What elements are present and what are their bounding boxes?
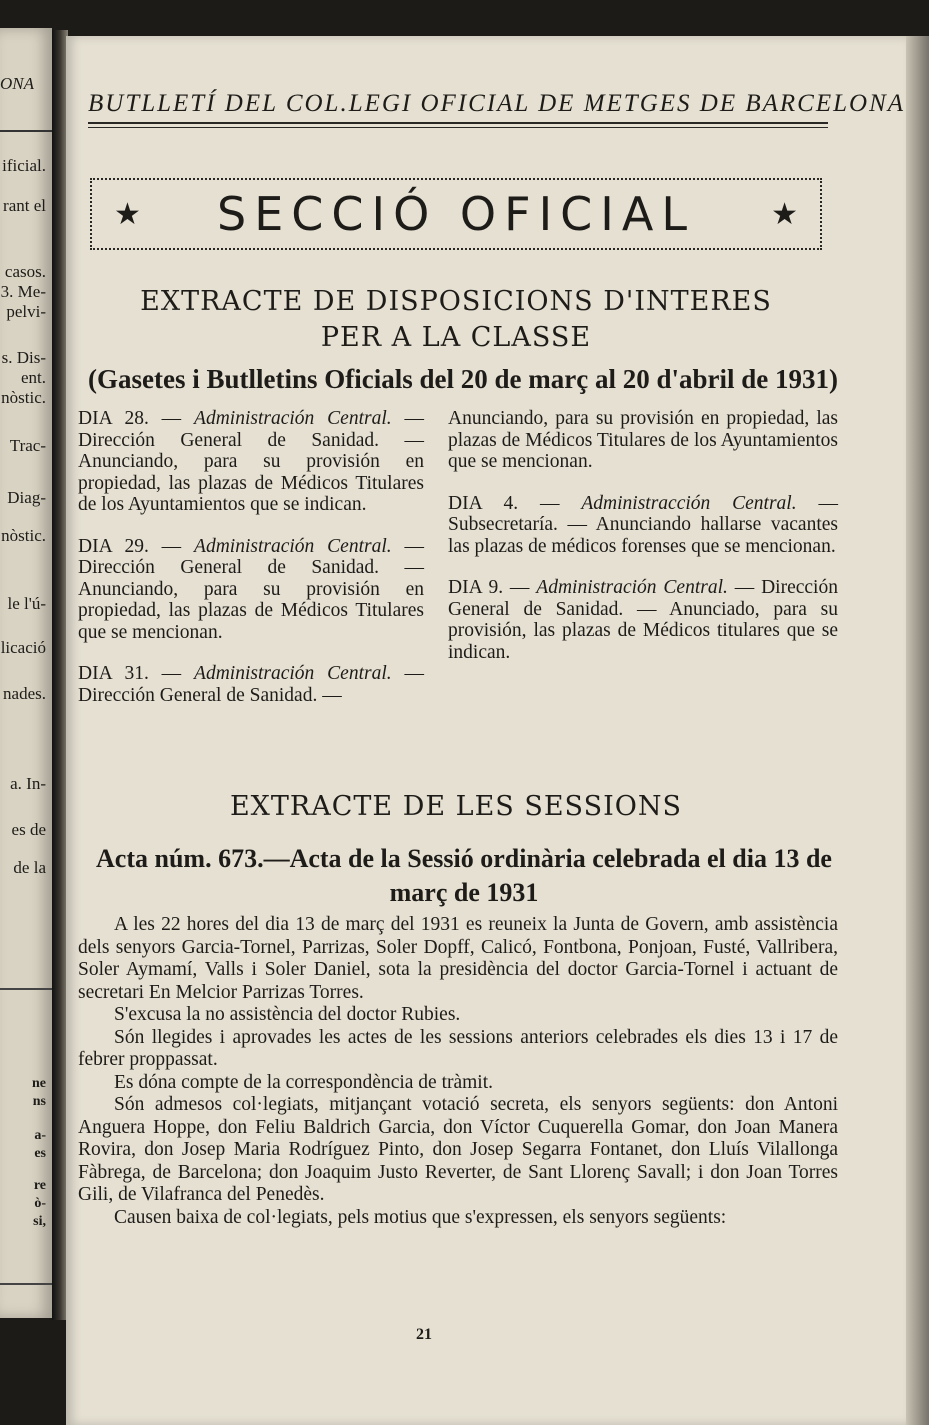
entry-text: — Dirección General de Sanidad. — Anunciado, para su provisión, las plazas de Médicos titulares que se indican. <box>448 577 838 663</box>
previous-page-fragment: pelvi- <box>6 302 46 321</box>
previous-page-box-top <box>0 988 52 990</box>
subheading-gasetes: (Gasetes i Butlletins Oficials del 20 de març al 20 d'abril de 1931) <box>88 364 838 394</box>
disposition-entry <box>78 536 424 644</box>
acta-heading: Acta núm. 673.—Acta de la Sessió ordinària celebrada el dia 13 de març de 1931 <box>96 844 832 907</box>
previous-page-box-bottom <box>0 1283 52 1285</box>
entry-day: DIA 29. — <box>78 535 195 557</box>
heading-disposicions <box>90 284 822 356</box>
previous-page-fragment: ent. <box>20 368 46 387</box>
entry-admin: Administracción Central. <box>581 492 797 514</box>
previous-page-fragment: a. In- <box>10 774 46 793</box>
previous-page-fragment: nòstic. <box>1 526 46 545</box>
star-icon: ★ <box>771 197 798 231</box>
previous-page-running-head: ONA <box>0 74 34 93</box>
document-page <box>66 36 906 1425</box>
previous-page-fragment: 3. Me- <box>0 282 46 301</box>
running-head: BUTLLETÍ DEL COL.LEGI OFICIAL DE METGES DE BARCELONA <box>88 90 906 117</box>
acta-body <box>78 914 838 1229</box>
section-title: SECCIÓ OFICIAL <box>217 187 695 241</box>
entries-left-column <box>78 408 424 726</box>
acta-paragraph: Són admesos col·legiats, mitjançant votació secreta, els senyors següents: don Antoni Anguera Hoppe, don Feliu Baldrich Garcia, don Víctor Cuquerella Gomar, don Joan Manera Rovira, don Josep Maria Rodríguez Pinto, don Josep Segarra Fontanet, don Lluís Vilallonga Fàbrega, de Barcelona; don Joaquim Justo Reverter, de Sant Llorenç Savall; i don Joan Torres Gili, de Vilafranca del Penedès. <box>78 1094 838 1205</box>
previous-page-fragment: ne <box>32 1076 46 1091</box>
previous-page-fragment: licació <box>0 638 46 657</box>
disposition-entry <box>78 408 424 516</box>
entry-admin: Administración Central. <box>194 663 392 684</box>
header-rule-thin <box>88 127 828 128</box>
previous-page-fragment: le l'ú- <box>7 594 46 613</box>
heading-disposicions-line2: PER A LA CLASSE <box>320 322 592 353</box>
heading-sessions: EXTRACTE DE LES SESSIONS <box>229 791 683 822</box>
disposition-entry <box>448 408 838 473</box>
entry-text: — Dirección General de Sanidad. — Anunciando, para su provisión en propiedad, las plazas de Médicos Titulares que se mencionan. <box>78 535 424 643</box>
entry-day: DIA 4. — <box>448 492 582 514</box>
entry-day: DIA 31. — <box>78 663 195 684</box>
page-number: 21 <box>416 1326 432 1343</box>
acta-paragraph: Són llegides i aprovades les actes de les sessions anteriors celebrades els dies 13 i 17 de febrer proppassat. <box>78 1026 838 1070</box>
previous-page-fragment: es de <box>11 820 46 839</box>
entry-text: — Subsecretaría. — Anunciando hallarse vacantes las plazas de médicos forenses que se mencionan. <box>448 492 838 557</box>
entries-right-column <box>448 408 838 683</box>
previous-page-fragment: ificial. <box>2 156 46 175</box>
disposition-entry <box>448 493 838 558</box>
previous-page-fragment: s. Dis- <box>1 348 46 367</box>
acta-paragraph: S'excusa la no assistència del doctor Rubies. <box>114 1004 461 1025</box>
disposition-entry <box>78 663 424 706</box>
previous-page-fragment: Diag- <box>7 488 46 507</box>
previous-page-fragment: de la <box>13 858 46 877</box>
previous-page-fragment: casos. <box>4 262 46 281</box>
previous-page-fragment: ns <box>32 1094 46 1109</box>
acta-paragraph: Es dóna compte de la correspondència de tràmit. <box>114 1071 494 1093</box>
previous-page-fragment: nades. <box>3 684 46 703</box>
heading-disposicions-line1: EXTRACTE DE DISPOSICIONS D'INTERES <box>140 286 772 317</box>
entry-day: DIA 9. — <box>448 577 537 598</box>
entry-text: — Dirección General de Sanidad. — <box>78 663 424 706</box>
star-icon: ★ <box>114 197 141 231</box>
disposition-entry <box>448 577 838 663</box>
header-rule-thick <box>88 122 828 124</box>
previous-page-fragment: rant el <box>3 196 46 215</box>
entry-admin: Administración Central. <box>194 535 392 557</box>
previous-page-rule <box>0 130 52 132</box>
entry-admin: Administración Central. <box>194 408 392 429</box>
entry-admin: Administración Central. <box>536 577 728 598</box>
previous-page-fragment: re <box>33 1178 46 1193</box>
entry-text: Anunciando, para su provisión en propiedad, las plazas de Médicos Titulares de los Ayuntamientos que se mencionan. <box>448 408 838 472</box>
previous-page-edge <box>0 28 52 1318</box>
acta-paragraph: Causen baixa de col·legiats, pels motius que s'expressen, els senyors següents: <box>114 1206 727 1228</box>
page-right-edge <box>906 36 929 1425</box>
previous-page-fragment: nòstic. <box>1 388 46 407</box>
entry-day: DIA 28. — <box>78 408 195 429</box>
previous-page-fragment: si, <box>33 1214 46 1229</box>
acta-paragraph: A les 22 hores del dia 13 de març del 1931 es reuneix la Junta de Govern, amb assistència dels senyors Garcia-Tornel, Parrizas, Soler Dopff, Calicó, Fontbona, Ponjoan, Fusté, Vallribera, Soler Aymamí, Valls i Soler Daniel, sota la presidència del doctor Garcia-Tornel i actuant de secretari En Melcior Parrizas Torres. <box>78 914 838 1003</box>
previous-page-fragment: es <box>34 1146 46 1161</box>
section-title-box <box>90 178 822 250</box>
previous-page-fragment: a- <box>34 1128 46 1143</box>
previous-page-fragment: Trac- <box>9 436 46 455</box>
entry-text: — Dirección General de Sanidad. — Anunciando, para su provisión en propiedad, las plazas de Médicos Titulares de los Ayuntamientos que se indican. <box>78 408 424 515</box>
previous-page-fragment: ò- <box>34 1196 46 1211</box>
